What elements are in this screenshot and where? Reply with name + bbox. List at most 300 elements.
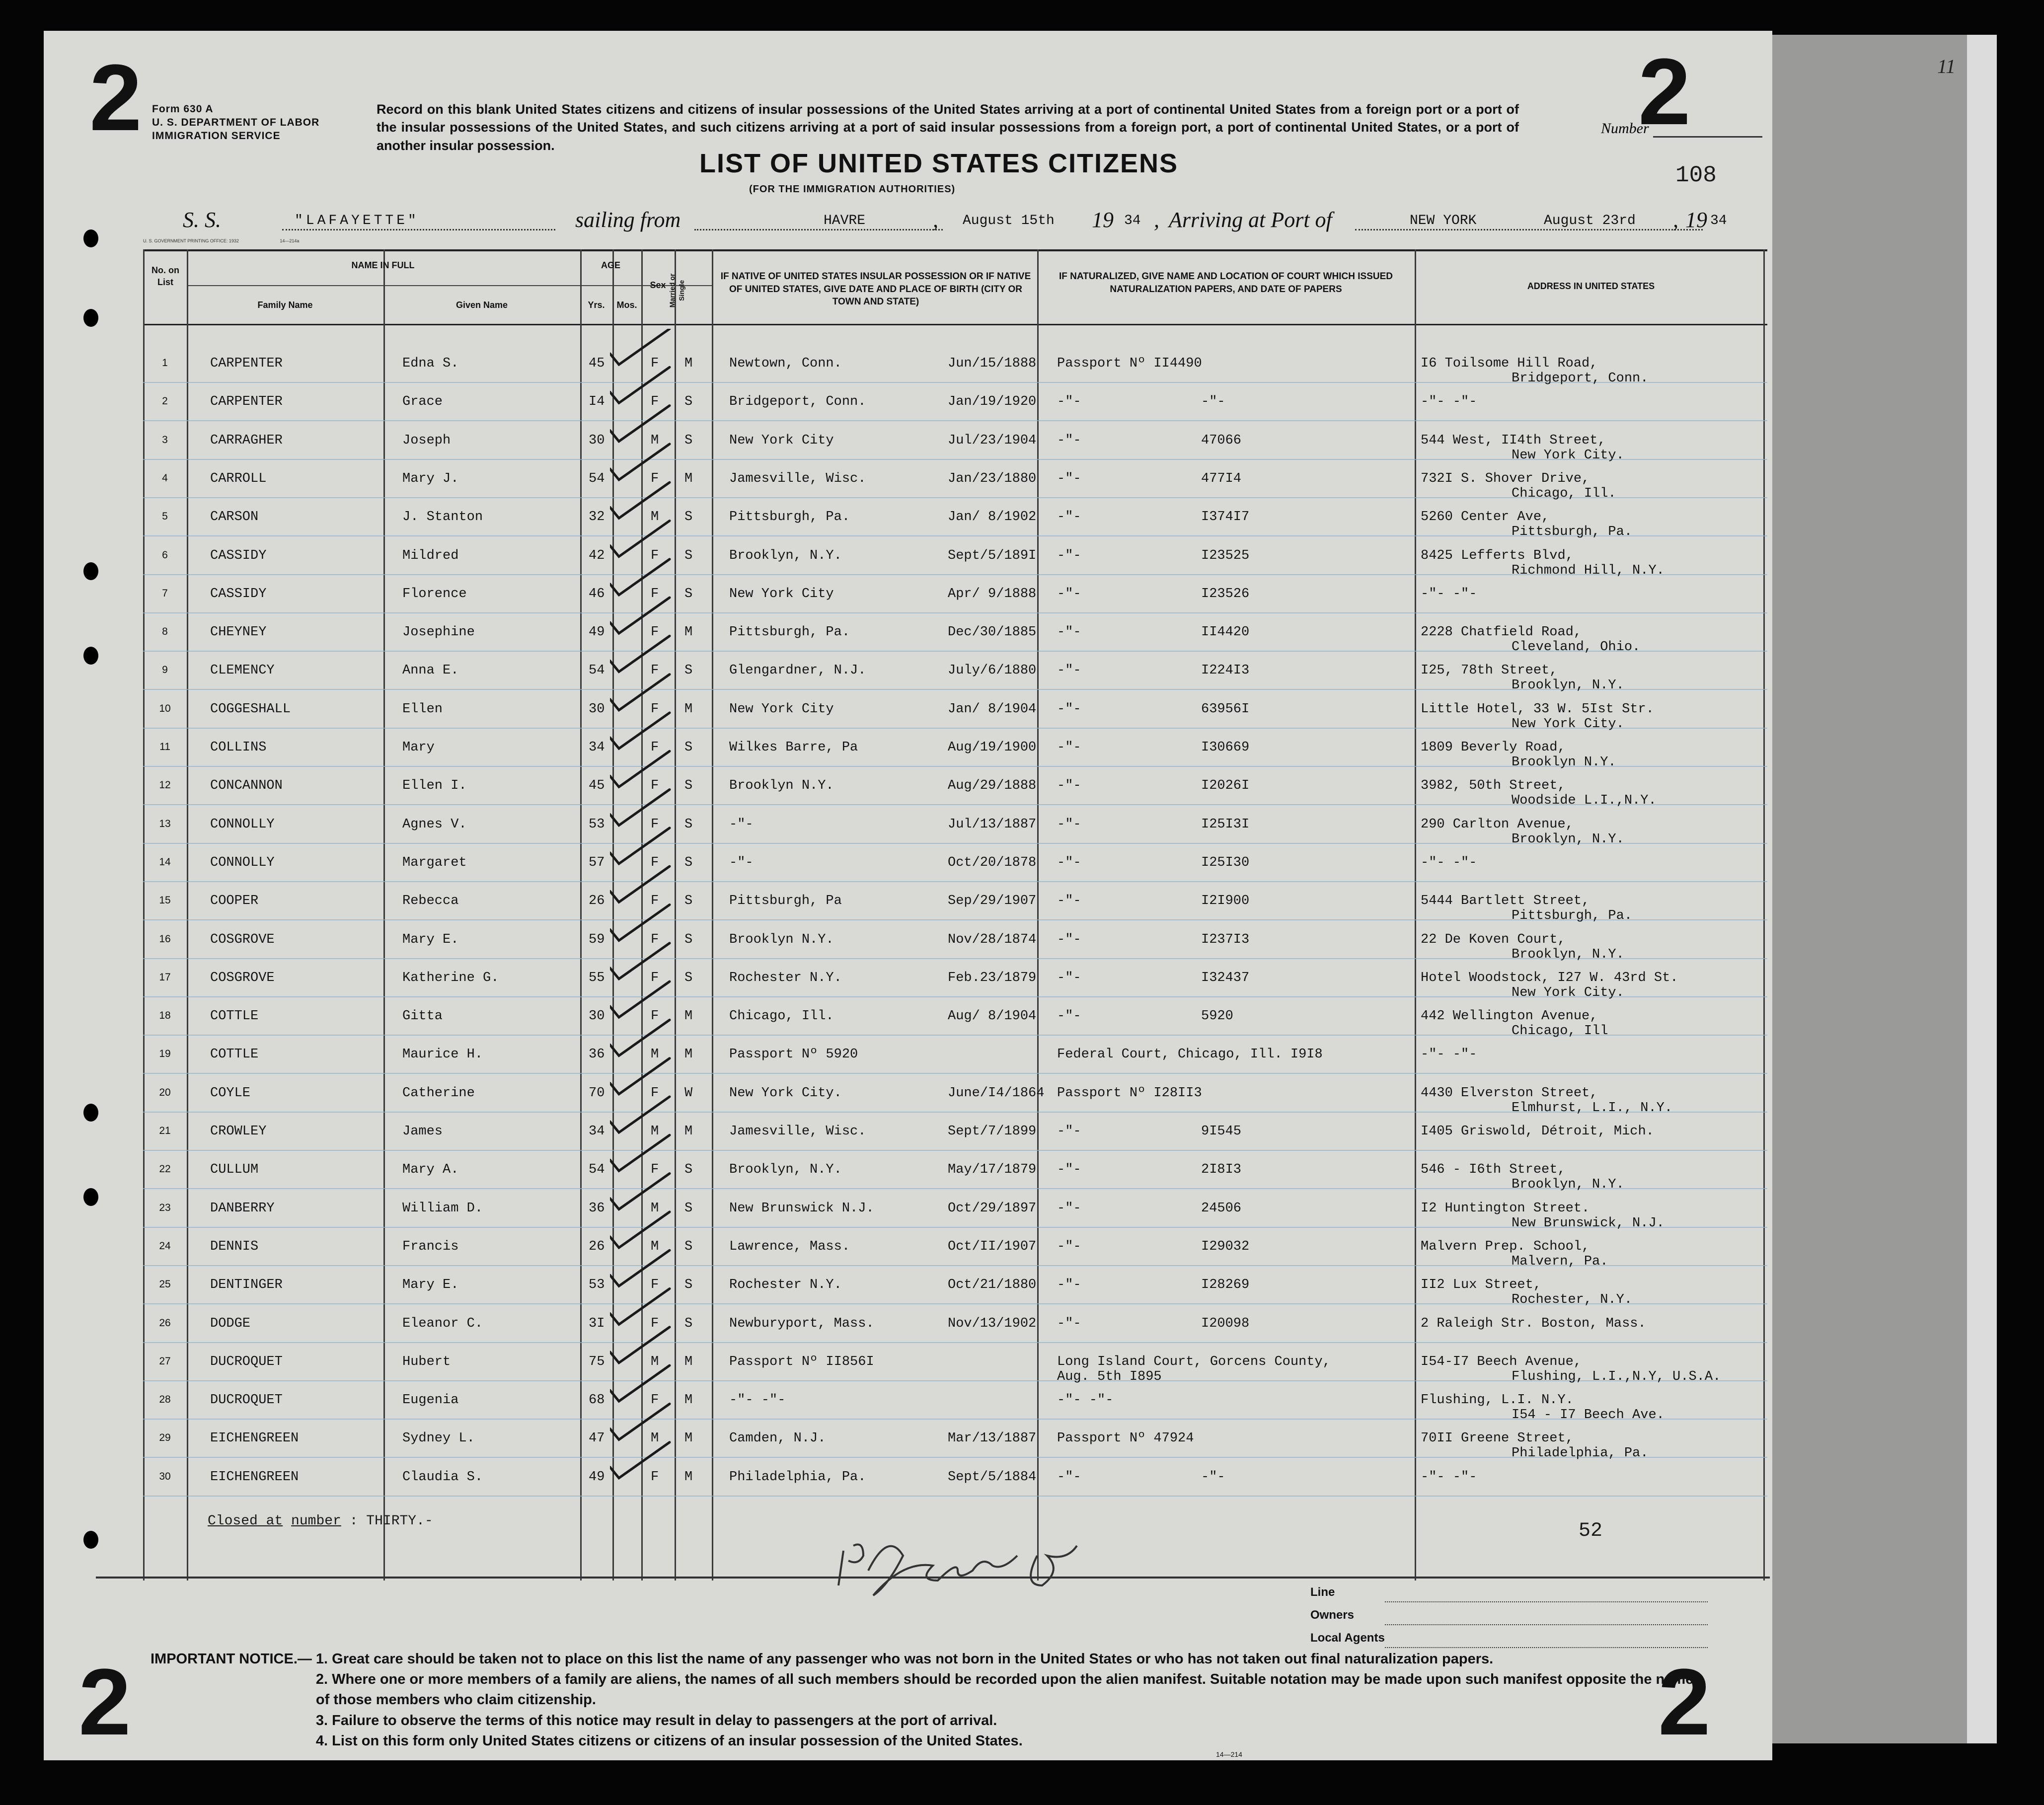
- birth-date-cell: Sep/29/1907: [948, 894, 1037, 909]
- birth-place-cell: Chicago, Ill.: [729, 1009, 834, 1024]
- row-number: 10: [159, 702, 171, 714]
- birth-date-cell: Aug/19/1900: [948, 740, 1037, 755]
- marital-status-cell: M: [684, 471, 693, 486]
- inspector-signature: [829, 1511, 1127, 1610]
- row-number: 29: [159, 1432, 171, 1444]
- page-mark-top-left: 2: [89, 45, 142, 150]
- naturalization-cell: -"-: [1057, 1201, 1081, 1216]
- binder-hole: [83, 1531, 98, 1549]
- given-name-cell: Edna S.: [402, 356, 459, 371]
- marital-status-cell: M: [684, 356, 693, 371]
- address-line2-cell: Brooklyn, N.Y.: [1512, 1177, 1624, 1193]
- number-label: Number: [1601, 120, 1649, 137]
- footer-divider: [96, 1577, 1770, 1579]
- checkmark: [610, 1442, 670, 1478]
- checkmark: [610, 1404, 670, 1439]
- marital-status-cell: S: [684, 817, 693, 832]
- address-line1-cell: I405 Griswold, Détroit, Mich.: [1421, 1124, 1654, 1139]
- arrival-year-prefix: 19: [1685, 208, 1707, 232]
- row-number: 4: [162, 472, 168, 484]
- passenger-table: [143, 249, 1767, 1580]
- row-rule: [143, 1496, 1767, 1497]
- given-name-cell: Sydney L.: [402, 1431, 475, 1446]
- address-line2-cell: Philadelphia, Pa.: [1512, 1446, 1649, 1461]
- row-number: 9: [162, 664, 168, 676]
- age-cell: 49: [589, 625, 605, 640]
- address-line1-cell: 5260 Center Ave,: [1421, 510, 1550, 525]
- age-cell: 30: [589, 701, 605, 717]
- row-number: 7: [162, 587, 168, 599]
- naturalization-cell: -"-: [1057, 894, 1081, 909]
- naturalization-cell: -"-: [1057, 548, 1081, 563]
- agents-label: Local Agents: [1310, 1631, 1385, 1645]
- naturalization-detail-cell: II4420: [1201, 625, 1250, 640]
- address-line1-cell: 732I S. Shover Drive,: [1421, 471, 1590, 486]
- hdr-name-in-full: NAME IN FULL: [351, 260, 415, 270]
- binder-hole: [83, 1104, 98, 1122]
- family-name-cell: COTTLE: [210, 1047, 259, 1062]
- marital-status-cell: S: [684, 510, 693, 525]
- port-from: HAVRE: [824, 213, 866, 228]
- row-number: 16: [159, 933, 171, 945]
- family-name-cell: CARSON: [210, 510, 259, 525]
- binder-hole: [83, 647, 98, 665]
- naturalization-cell: -"-: [1057, 394, 1081, 410]
- birth-date-cell: June/I4/1864: [948, 1085, 1045, 1101]
- line-field: [1310, 1585, 1708, 1608]
- address-line2-cell: Chicago, Ill.: [1512, 486, 1616, 501]
- address-line1-cell: II2 Lux Street,: [1421, 1278, 1542, 1293]
- birth-place-cell: Pittsburgh, Pa: [729, 894, 842, 909]
- birth-date-cell: Oct/20/1878: [948, 855, 1037, 870]
- row-number: 14: [159, 856, 171, 868]
- age-cell: 46: [589, 586, 605, 602]
- row-number: 26: [159, 1317, 171, 1329]
- address-line2-cell: I54 - I7 Beech Ave.: [1512, 1408, 1665, 1423]
- address-line1-cell: 2 Raleigh Str. Boston, Mass.: [1421, 1316, 1646, 1331]
- naturalization-cell: -"-: [1057, 433, 1081, 448]
- address-line2-cell: Woodside L.I.,N.Y.: [1512, 793, 1657, 809]
- notice-item-2: 2. Where one or more members of a family are aliens, the names of all such members should be recorded upon the alien manifest. Suitable notation may be made upon such manifest opposite the names of those members who claim citizenship.: [315, 1671, 1702, 1708]
- marital-status-cell: M: [684, 1124, 693, 1139]
- age-cell: 26: [589, 894, 605, 909]
- port-arrival-underline: [1355, 229, 1703, 230]
- manifest-page: [44, 31, 1772, 1760]
- naturalization-detail-cell: 24506: [1201, 1201, 1242, 1216]
- closed-value: : THIRTY.-: [349, 1513, 433, 1529]
- address-line1-cell: -"- -"-: [1421, 855, 1477, 870]
- form-identifier: [152, 103, 319, 143]
- address-line1-cell: 4430 Elverston Street,: [1421, 1085, 1598, 1101]
- number-field-line: [1653, 136, 1762, 138]
- record-instructions: Record on this blank United States citizens and citizens of insular possessions of the United States arriving at a port of continental United States from a foreign port or a port of the insular possessions of the United States, and such citizens arriving at a port of said insular possessions from a foreign port, a port of continental United States, or a port of another insular possession.: [377, 102, 1519, 153]
- row-number: 5: [162, 511, 168, 523]
- naturalization-detail-cell: I2026I: [1201, 778, 1250, 794]
- birth-place-cell: -"-: [729, 817, 754, 832]
- age-cell: I4: [589, 394, 605, 410]
- signature-scribble: [829, 1511, 1127, 1610]
- address-line1-cell: Malvern Prep. School,: [1421, 1239, 1590, 1254]
- sex-cell: M: [651, 1201, 659, 1216]
- given-name-cell: Grace: [402, 394, 443, 410]
- birth-place-cell: Lawrence, Mass.: [729, 1239, 850, 1254]
- sex-cell: F: [651, 1393, 659, 1408]
- corner-note: 11: [1937, 55, 1956, 77]
- naturalization-cell: -"-: [1057, 932, 1081, 947]
- birth-date-cell: Jul/23/1904: [948, 433, 1037, 448]
- document-subtitle: (FOR THE IMMIGRATION AUTHORITIES): [749, 184, 956, 195]
- age-cell: 54: [589, 471, 605, 486]
- naturalization-cell: -"-: [1057, 1009, 1081, 1024]
- sex-cell: F: [651, 1316, 659, 1331]
- marital-status-cell: M: [684, 1393, 693, 1408]
- given-name-cell: William D.: [402, 1201, 483, 1216]
- sex-cell: M: [651, 1431, 659, 1446]
- row-rule: [143, 881, 1767, 882]
- sex-cell: F: [651, 855, 659, 870]
- adjacent-page-edge: [1758, 35, 1972, 1743]
- row-number: 27: [159, 1355, 171, 1367]
- birth-place-cell: Brooklyn, N.Y.: [729, 1162, 842, 1178]
- page-mark-top-right: 2: [1638, 39, 1691, 145]
- marital-status-cell: S: [684, 740, 693, 755]
- row-rule: [143, 612, 1767, 613]
- address-line1-cell: 2228 Chatfield Road,: [1421, 625, 1582, 640]
- checkmark: [610, 1097, 670, 1132]
- naturalization-detail-cell: I25I30: [1201, 855, 1250, 870]
- hdr-given-name: Given Name: [455, 300, 508, 310]
- page-mark-bottom-left: 2: [78, 1650, 131, 1755]
- birth-place-cell: New York City: [729, 586, 834, 602]
- marital-status-cell: S: [684, 1239, 693, 1254]
- family-name-cell: EICHENGREEN: [210, 1469, 299, 1485]
- naturalization-detail-cell: I237I3: [1201, 932, 1250, 947]
- marital-status-cell: S: [684, 1162, 693, 1178]
- checkmark: [610, 521, 670, 557]
- owners-label: Owners: [1310, 1608, 1355, 1622]
- family-name-cell: COYLE: [210, 1085, 251, 1101]
- hdr-naturalized: IF NATURALIZED, GIVE NAME AND LOCATION OF COURT WHICH ISSUED NATURALIZATION PAPERS, AND DATE OF PAPERS: [1059, 271, 1393, 295]
- birth-date-cell: Oct/II/1907: [948, 1239, 1037, 1254]
- naturalization-cell: -"-: [1057, 663, 1081, 678]
- header-bottom-border: [143, 324, 1767, 325]
- checkmark: [610, 1365, 670, 1401]
- row-number: 13: [159, 818, 171, 829]
- binder-hole: [83, 229, 98, 247]
- naturalization-cell: -"-: [1057, 817, 1081, 832]
- line-owners-agents-block: [1310, 1585, 1708, 1654]
- agents-field-rule: [1385, 1647, 1708, 1648]
- address-line1-cell: Hotel Woodstock, I27 W. 43rd St.: [1421, 970, 1678, 985]
- birth-date-cell: Sept/5/1884: [948, 1469, 1037, 1485]
- table-top-border: [143, 249, 1767, 251]
- naturalization-cell: -"-: [1057, 1278, 1081, 1293]
- birth-place-cell: -"-: [729, 855, 754, 870]
- naturalization-detail-cell: 477I4: [1201, 471, 1242, 486]
- row-number: 12: [159, 779, 171, 791]
- address-line1-cell: I25, 78th Street,: [1421, 663, 1558, 678]
- hdr-sex: Sex: [650, 280, 666, 290]
- sex-cell: F: [651, 970, 659, 985]
- arrival-year-suffix: 34: [1710, 213, 1727, 228]
- birth-date-cell: Oct/29/1897: [948, 1201, 1037, 1216]
- family-name-cell: CONCANNON: [210, 778, 283, 794]
- comma-1: ,: [933, 208, 938, 232]
- birth-date-cell: July/6/1880: [948, 663, 1037, 678]
- sex-cell: F: [651, 1278, 659, 1293]
- age-cell: 30: [589, 433, 605, 448]
- age-cell: 45: [589, 778, 605, 794]
- address-line1-cell: -"- -"-: [1421, 394, 1477, 410]
- birth-date-cell: Jul/13/1887: [948, 817, 1037, 832]
- naturalization-detail-cell: I2I900: [1201, 894, 1250, 909]
- given-name-cell: Rebecca: [402, 894, 459, 909]
- given-name-cell: Ellen I.: [402, 778, 467, 794]
- row-number: 18: [159, 1010, 171, 1022]
- family-name-cell: COTTLE: [210, 1009, 259, 1024]
- address-line2-cell: New York City.: [1512, 448, 1624, 463]
- checkmark: [610, 444, 670, 480]
- given-name-cell: Mary J.: [402, 471, 459, 486]
- hdr-age: AGE: [601, 260, 620, 270]
- family-name-cell: CASSIDY: [210, 548, 267, 563]
- age-cell: 75: [589, 1354, 605, 1369]
- notice-item-3: 3. Failure to observe the terms of this notice may result in delay to passengers at the port of arrival.: [315, 1712, 997, 1729]
- checkmark: [610, 329, 670, 365]
- name-subheader-line: [187, 285, 712, 286]
- age-cell: 30: [589, 1009, 605, 1024]
- sex-cell: F: [651, 356, 659, 371]
- sex-cell: F: [651, 932, 659, 947]
- checkmark: [610, 482, 670, 518]
- given-name-cell: Claudia S.: [402, 1469, 483, 1485]
- birth-date-cell: Sept/5/189I: [948, 548, 1037, 563]
- family-name-cell: CASSIDY: [210, 586, 267, 602]
- depart-year-prefix: 19: [1092, 208, 1114, 232]
- naturalization-cell: -"-: [1057, 510, 1081, 525]
- marital-status-cell: S: [684, 778, 693, 794]
- checkmark: [610, 1174, 670, 1209]
- age-cell: 59: [589, 932, 605, 947]
- checkmark: [610, 559, 670, 595]
- port-arrival: NEW YORK: [1410, 213, 1477, 228]
- age-cell: 53: [589, 1278, 605, 1293]
- sex-cell: M: [651, 433, 659, 448]
- address-line1-cell: Little Hotel, 33 W. 5Ist Str.: [1421, 701, 1654, 717]
- address-line1-cell: Flushing, L.I. N.Y.: [1421, 1393, 1574, 1408]
- address-line2-cell: Rochester, N.Y.: [1512, 1292, 1633, 1308]
- sex-cell: F: [651, 740, 659, 755]
- checkmark: [610, 367, 670, 403]
- checkmark: [610, 713, 670, 749]
- birth-date-cell: Jan/23/1880: [948, 471, 1037, 486]
- row-number: 6: [162, 549, 168, 561]
- sex-cell: F: [651, 701, 659, 717]
- marital-status-cell: S: [684, 932, 693, 947]
- naturalization-cell: Long Island Court, Gorcens County,: [1057, 1354, 1331, 1369]
- birth-place-cell: Passport Nº 5920: [729, 1047, 858, 1062]
- marital-status-cell: M: [684, 1009, 693, 1024]
- checkmarks-overlay: [610, 329, 709, 1620]
- birth-place-cell: Brooklyn N.Y.: [729, 932, 834, 947]
- closed-at-line: [208, 1513, 433, 1529]
- notice-item-4: 4. List on this form only United States citizens or citizens of an insular possession of the United States.: [315, 1732, 1023, 1749]
- given-name-cell: Margaret: [402, 855, 467, 870]
- checkmark: [610, 828, 670, 864]
- birth-place-cell: Rochester N.Y.: [729, 970, 842, 985]
- birth-place-cell: Bridgeport, Conn.: [729, 394, 866, 410]
- arrival-date: August 23rd: [1544, 213, 1636, 228]
- sex-cell: F: [651, 817, 659, 832]
- age-cell: 54: [589, 663, 605, 678]
- stamp-number: 108: [1675, 162, 1717, 188]
- naturalization-detail-cell: 2I8I3: [1201, 1162, 1242, 1178]
- naturalization-cell: -"-: [1057, 625, 1081, 640]
- birth-place-cell: New York City.: [729, 1085, 842, 1101]
- naturalization-cell: Federal Court, Chicago, Ill. I9I8: [1057, 1047, 1323, 1062]
- naturalization-detail-cell: I23526: [1201, 586, 1250, 602]
- checkmark: [610, 981, 670, 1017]
- hdr-birth: IF NATIVE OF UNITED STATES INSULAR POSSESSION OR IF NATIVE OF UNITED STATES, GIVE DATE AND PLACE OF BIRTH (CITY OR TOWN AND STATE): [720, 271, 1031, 307]
- family-name-cell: CLEMENCY: [210, 663, 275, 678]
- naturalization-cell: -"-: [1057, 1469, 1081, 1485]
- address-line2-cell: Pittsburgh, Pa.: [1512, 525, 1633, 540]
- birth-date-cell: Aug/29/1888: [948, 778, 1037, 794]
- naturalization-detail-cell: -"-: [1201, 1469, 1225, 1485]
- arriving-label: Arriving at Port of: [1169, 208, 1332, 232]
- naturalization-cell: -"-: [1057, 1162, 1081, 1178]
- birth-place-cell: Jamesville, Wisc.: [729, 471, 866, 486]
- sex-cell: F: [651, 471, 659, 486]
- birth-place-cell: -"- -"-: [729, 1393, 786, 1408]
- naturalization-detail-cell: I25I3I: [1201, 817, 1250, 832]
- given-name-cell: Florence: [402, 586, 467, 602]
- age-cell: 34: [589, 1124, 605, 1139]
- naturalization-detail-cell: I32437: [1201, 970, 1250, 985]
- address-line2-cell: New Brunswick, N.J.: [1512, 1215, 1665, 1231]
- marital-status-cell: M: [684, 1047, 693, 1062]
- sex-cell: F: [651, 1009, 659, 1024]
- birth-date-cell: Jun/15/1888: [948, 356, 1037, 371]
- row-number: 3: [162, 434, 168, 446]
- birth-date-cell: May/17/1879: [948, 1162, 1037, 1178]
- family-name-cell: EICHENGREEN: [210, 1431, 299, 1446]
- naturalization-cell: -"-: [1057, 1316, 1081, 1331]
- sex-cell: M: [651, 1354, 659, 1369]
- marital-status-cell: S: [684, 548, 693, 563]
- page-mark-bottom-right: 2: [1658, 1650, 1711, 1755]
- address-line1-cell: 442 Wellington Avenue,: [1421, 1009, 1598, 1024]
- given-name-cell: Mary A.: [402, 1162, 459, 1178]
- row-number: 20: [159, 1086, 171, 1098]
- marital-status-cell: M: [684, 1354, 693, 1369]
- age-cell: 55: [589, 970, 605, 985]
- sex-cell: F: [651, 1469, 659, 1485]
- naturalization-detail-cell: 9I545: [1201, 1124, 1242, 1139]
- naturalization-cell: -"-: [1057, 970, 1081, 985]
- address-line2-cell: Brooklyn N.Y.: [1512, 755, 1616, 770]
- depart-date: August 15th: [963, 213, 1055, 228]
- document-title: LIST OF UNITED STATES CITIZENS: [699, 149, 1178, 178]
- checkmark: [610, 751, 670, 787]
- row-number: 2: [162, 395, 168, 407]
- age-cell: 70: [589, 1085, 605, 1101]
- naturalization-cell: -"-: [1057, 740, 1081, 755]
- family-name-cell: CULLUM: [210, 1162, 259, 1178]
- address-line2-cell: Bridgeport, Conn.: [1512, 371, 1649, 386]
- given-name-cell: Catherine: [402, 1085, 475, 1101]
- address-line1-cell: 22 De Koven Court,: [1421, 932, 1566, 947]
- marital-status-cell: S: [684, 433, 693, 448]
- given-name-cell: Hubert: [402, 1354, 451, 1369]
- closed-prefix: Closed at: [208, 1513, 283, 1529]
- sex-cell: M: [651, 510, 659, 525]
- given-name-cell: Mary E.: [402, 1278, 459, 1293]
- owners-field-rule: [1385, 1624, 1708, 1625]
- address-line1-cell: 546 - I6th Street,: [1421, 1162, 1566, 1178]
- family-name-cell: CROWLEY: [210, 1124, 267, 1139]
- address-line1-cell: 290 Carlton Avenue,: [1421, 817, 1574, 832]
- checkmark: [610, 675, 670, 710]
- closed-label: number: [291, 1513, 341, 1529]
- birth-place-cell: Wilkes Barre, Pa: [729, 740, 858, 755]
- given-name-cell: Mary: [402, 740, 435, 755]
- birth-place-cell: New York City: [729, 433, 834, 448]
- birth-date-cell: Dec/30/1885: [948, 625, 1037, 640]
- notice-title: IMPORTANT NOTICE.—: [151, 1651, 312, 1667]
- row-number: 23: [159, 1202, 171, 1213]
- birth-date-cell: Jan/19/1920: [948, 394, 1037, 410]
- row-rule: [143, 1342, 1767, 1343]
- address-line1-cell: I54-I7 Beech Avenue,: [1421, 1354, 1582, 1369]
- port-from-underline: [694, 229, 943, 230]
- row-number: 15: [159, 895, 171, 906]
- ship-name: "LAFAYETTE": [295, 213, 419, 228]
- sex-cell: M: [651, 1239, 659, 1254]
- address-line1-cell: 8425 Lefferts Blvd,: [1421, 548, 1574, 563]
- marital-status-cell: M: [684, 1431, 693, 1446]
- printing-office-line: [143, 238, 299, 243]
- marital-status-cell: S: [684, 894, 693, 909]
- address-line2-cell: Brooklyn, N.Y.: [1512, 831, 1624, 847]
- given-name-cell: Katherine G.: [402, 970, 499, 985]
- sex-cell: F: [651, 663, 659, 678]
- row-number: 1: [162, 357, 168, 369]
- birth-date-cell: Nov/28/1874: [948, 932, 1037, 947]
- row-number: 22: [159, 1163, 171, 1175]
- given-name-cell: J. Stanton: [402, 510, 483, 525]
- checkmark: [610, 1289, 670, 1325]
- family-name-cell: CARRAGHER: [210, 433, 283, 448]
- birth-date-cell: Jan/ 8/1902: [948, 510, 1037, 525]
- ship-underline: [282, 229, 555, 230]
- form-service: IMMIGRATION SERVICE: [152, 130, 281, 142]
- checkmark: [610, 636, 670, 672]
- checkmark: [610, 1327, 670, 1363]
- given-name-cell: Gitta: [402, 1009, 443, 1024]
- marital-status-cell: W: [684, 1085, 693, 1101]
- age-cell: 32: [589, 510, 605, 525]
- sex-cell: F: [651, 586, 659, 602]
- naturalization-detail-cell: 5920: [1201, 1009, 1233, 1024]
- marital-status-cell: S: [684, 586, 693, 602]
- birth-place-cell: Philadelphia, Pa.: [729, 1469, 866, 1485]
- address-line1-cell: I2 Huntington Street.: [1421, 1201, 1590, 1216]
- naturalization-detail-cell: I224I3: [1201, 663, 1250, 678]
- hdr-address: ADDRESS IN UNITED STATES: [1527, 281, 1655, 291]
- row-rule: [143, 1073, 1767, 1074]
- marital-status-cell: S: [684, 855, 693, 870]
